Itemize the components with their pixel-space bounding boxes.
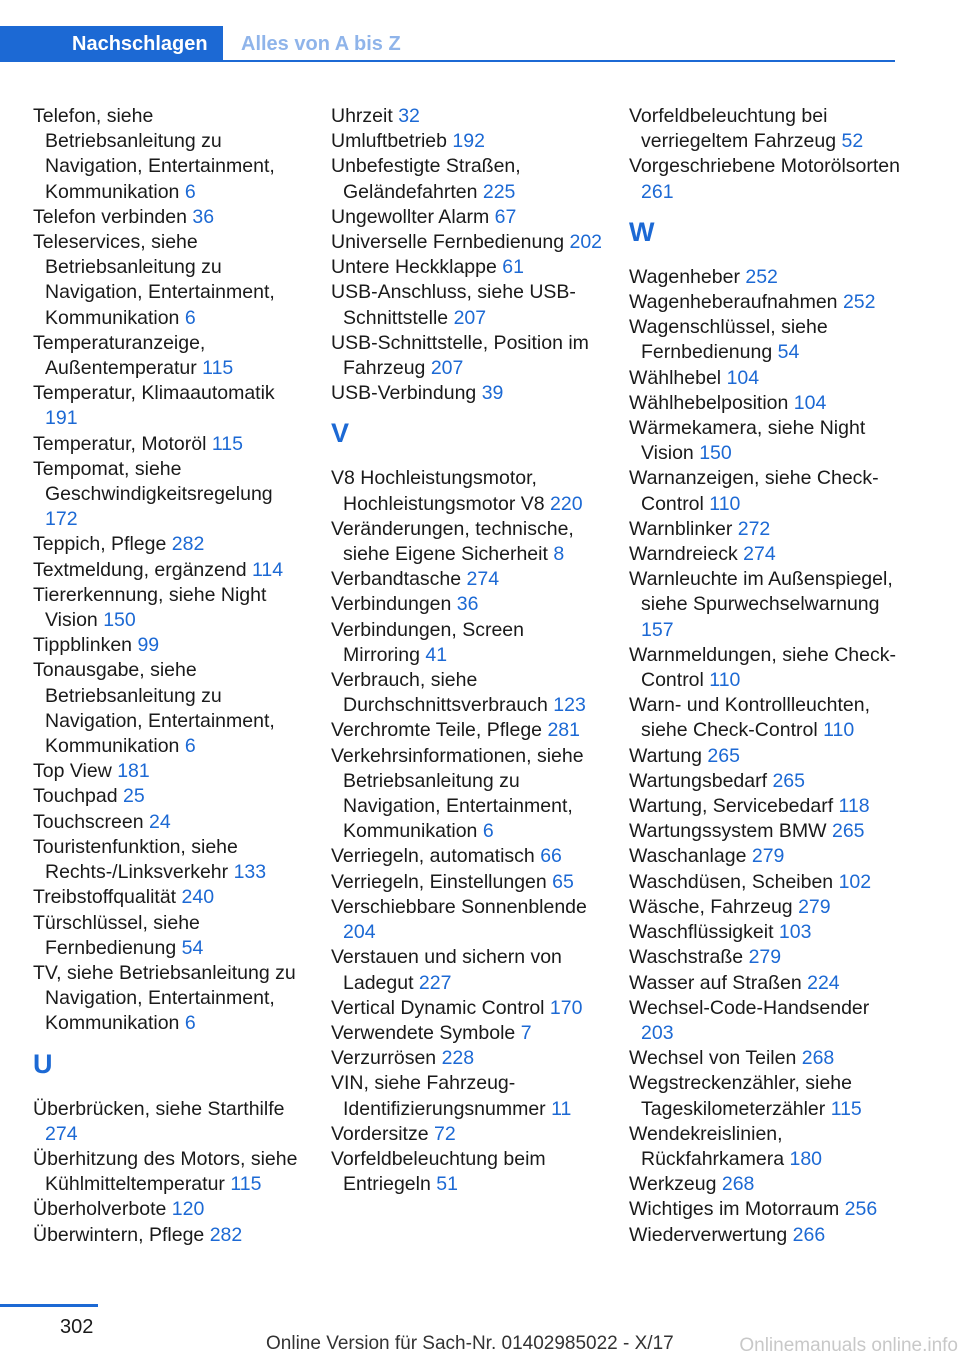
index-entry-text: Wagenschlüssel, siehe Fernbedienung: [629, 316, 828, 364]
index-entry-text: Wichtiges im Motorraum: [629, 1198, 840, 1221]
index-entry: [629, 971, 904, 996]
index-entry: [331, 718, 606, 743]
index-entry-text: Wiederverwertung: [629, 1223, 788, 1246]
index-entry: [33, 104, 308, 205]
index-entry: [629, 1046, 904, 1071]
index-page-link[interactable]: 256: [844, 1198, 878, 1221]
index-entry: [629, 391, 904, 416]
index-page-link[interactable]: 274: [466, 568, 500, 591]
index-entry-text: Wegstreckenzähler, siehe Tageskilometerzähler: [629, 1072, 852, 1120]
index-page-link[interactable]: 65: [552, 870, 574, 893]
index-entry-text: Verbindungen, Screen Mirroring: [331, 618, 524, 666]
index-page-link[interactable]: 110: [709, 669, 741, 692]
index-entry: [331, 1071, 606, 1121]
index-entry-text: Verriegeln, automatisch: [331, 845, 535, 868]
index-entry-text: Wärmekamera, siehe Night Vision: [629, 417, 866, 465]
index-page-link[interactable]: 66: [540, 845, 562, 868]
index-page-link[interactable]: 252: [745, 265, 778, 288]
index-page-link[interactable]: 180: [789, 1147, 823, 1170]
index-page-link[interactable]: 150: [699, 442, 732, 465]
index-page-link[interactable]: 6: [184, 306, 196, 329]
index-entry-text: USB-Anschluss, siehe USB-Schnittstelle: [331, 281, 576, 329]
watermark: Onlinemanuals online.info: [739, 1335, 958, 1356]
index-page-link[interactable]: 133: [233, 861, 267, 884]
index-page-link[interactable]: 6: [482, 820, 494, 843]
footer-divider: [0, 1304, 98, 1307]
index-entry-text: Wendekreislinien, Rückfahrkamera: [629, 1122, 785, 1170]
index-entry-text: Veränderungen, technische, siehe Eigene Sicherheit: [331, 517, 574, 566]
index-entry-text: Temperaturanzeige, Außentemperatur: [33, 331, 206, 380]
index-entry-text: Verchromte Teile, Pflege: [331, 719, 543, 742]
index-page-link[interactable]: 41: [425, 643, 448, 666]
index-page-link[interactable]: 61: [502, 256, 524, 279]
index-entry: [629, 416, 904, 466]
index-page-link[interactable]: 172: [45, 508, 78, 531]
index-entry: [33, 331, 308, 381]
page-number: 302: [60, 1316, 94, 1338]
index-entry-text: Warndreieck: [629, 543, 738, 566]
index-page-link[interactable]: 279: [751, 845, 785, 868]
index-letter-heading: V: [331, 418, 350, 449]
index-entry: [331, 280, 606, 330]
index-page-link[interactable]: 224: [807, 971, 840, 994]
index-page-link[interactable]: 11: [551, 1097, 572, 1120]
index-page-link[interactable]: 227: [418, 971, 452, 994]
index-entry: [33, 658, 308, 759]
index-page-link[interactable]: 51: [436, 1173, 458, 1196]
index-entry-text: Verbrauch, siehe Durchschnittsverbrauch: [331, 669, 548, 717]
index-entry: [629, 744, 904, 769]
index-page-link[interactable]: 268: [801, 1047, 835, 1070]
index-entry-text: Verschiebbare Sonnenblende: [331, 895, 587, 918]
index-entry: [629, 1172, 904, 1197]
index-entry: [629, 945, 904, 970]
index-entry-text: Wagenheberaufnahmen: [629, 291, 838, 314]
index-entry: [33, 1197, 308, 1222]
index-page-link[interactable]: 114: [251, 558, 284, 581]
index-entry: [629, 265, 904, 290]
index-entry: [629, 996, 904, 1046]
index-page-link[interactable]: 6: [184, 735, 196, 758]
index-page-link[interactable]: 6: [184, 1012, 196, 1035]
index-page-link[interactable]: 118: [838, 795, 870, 818]
index-entry-text: Wartungsbedarf: [629, 769, 768, 792]
index-entry-text: Waschflüssigkeit: [629, 921, 774, 944]
index-page-link[interactable]: 115: [830, 1097, 862, 1120]
index-entry: [331, 104, 606, 129]
index-entry: [629, 366, 904, 391]
index-entry: [331, 945, 606, 995]
index-entry: [629, 1197, 904, 1222]
index-entry: [331, 1147, 606, 1197]
index-entry: [33, 810, 308, 835]
index-page-link[interactable]: 228: [441, 1047, 475, 1070]
index-entry: [33, 784, 308, 809]
index-entry-text: USB-Verbindung: [331, 382, 477, 405]
index-entry-text: Vertical Dynamic Control: [331, 996, 545, 1019]
index-entry-text: Vorfeldbeleuchtung bei verriegeltem Fahrzeug: [629, 105, 837, 153]
index-page-link[interactable]: 192: [452, 130, 485, 153]
index-entry: [331, 744, 606, 845]
header-divider: [223, 60, 895, 62]
index-entry: [331, 895, 606, 945]
index-entry-text: Verstauen und sichern von Ladegut: [331, 946, 562, 994]
index-entry: [629, 466, 904, 516]
index-page-link[interactable]: 52: [841, 130, 864, 153]
index-entry: [33, 432, 308, 457]
index-entry: [331, 567, 606, 592]
index-page-link[interactable]: 252: [842, 291, 876, 314]
index-page-link[interactable]: 203: [641, 1021, 674, 1044]
index-page-link[interactable]: 282: [171, 533, 205, 556]
index-entry-text: Warnmeldungen, siehe Check-Control: [629, 643, 896, 692]
index-page-link[interactable]: 157: [641, 618, 674, 641]
page-header: [0, 26, 895, 62]
index-entry: [33, 457, 308, 533]
index-entry-text: Unbefestigte Straßen, Geländefahrten: [331, 155, 521, 203]
index-page-link[interactable]: 104: [726, 366, 760, 389]
index-entry-text: Waschstraße: [629, 946, 744, 969]
index-page-link[interactable]: 24: [149, 810, 171, 833]
index-entry: [33, 532, 308, 557]
index-page-link[interactable]: 207: [453, 306, 487, 329]
index-entry-text: VIN, siehe Fahrzeug-Identifizierungsnummer: [331, 1072, 546, 1120]
index-entry-text: Wechsel von Teilen: [629, 1047, 797, 1070]
index-page-link[interactable]: 191: [45, 407, 78, 430]
index-page-link[interactable]: 170: [549, 996, 583, 1019]
index-entry-text: Waschanlage: [629, 845, 747, 868]
index-page-link[interactable]: 240: [181, 886, 215, 909]
index-entry-text: Wartung: [629, 744, 702, 767]
index-entry-text: Wartung, Servicebedarf: [629, 795, 834, 818]
index-entry-text: Tempomat, siehe Geschwindigkeitsregelung: [33, 457, 273, 506]
index-entry: [331, 381, 606, 406]
index-entry-text: Überbrücken, siehe Starthilfe: [33, 1097, 285, 1120]
index-page-link[interactable]: 54: [777, 341, 800, 364]
index-entry-text: Tonausgabe, siehe Betriebsanleitung zu Navigation, Entertainment, Kommunikation: [33, 659, 275, 758]
index-page-link[interactable]: 220: [550, 492, 583, 515]
index-entry: [331, 1021, 606, 1046]
index-page-link[interactable]: 72: [433, 1122, 456, 1145]
index-page-link[interactable]: 36: [456, 593, 479, 616]
index-entry: [629, 819, 904, 844]
index-entry-text: Wählhebelposition: [629, 391, 789, 414]
index-entry-text: Überhitzung des Motors, siehe Kühlmitteltemperatur: [33, 1147, 298, 1196]
index-entry: [629, 794, 904, 819]
index-entry: [629, 1071, 904, 1121]
index-entry: [629, 1223, 904, 1248]
index-entry-text: Verzurrösen: [331, 1047, 437, 1070]
index-page-link[interactable]: 115: [211, 432, 243, 455]
index-entry-text: Umluftbetrieb: [331, 130, 447, 153]
index-page-link[interactable]: 115: [230, 1173, 262, 1196]
index-entry: [331, 618, 606, 668]
index-entry: [629, 315, 904, 365]
index-page-link[interactable]: 274: [45, 1122, 78, 1145]
index-entry-text: TV, siehe Betriebsanleitung zu Navigation, Entertainment, Kommunikation: [33, 961, 296, 1035]
index-entry: [629, 542, 904, 567]
index-page-link[interactable]: 36: [192, 205, 215, 228]
index-entry-text: Uhrzeit: [331, 105, 393, 127]
index-page-link[interactable]: 265: [707, 744, 740, 767]
index-page-link[interactable]: 102: [838, 870, 872, 893]
index-column-2: [331, 104, 606, 1197]
index-page-link[interactable]: 265: [772, 769, 805, 792]
index-entry: [629, 870, 904, 895]
index-page-link[interactable]: 110: [709, 492, 741, 515]
index-page-link[interactable]: 25: [123, 785, 145, 808]
index-letter-heading: W: [629, 216, 655, 247]
index-entry-text: Tiererkennung, siehe Night Vision: [33, 583, 267, 632]
index-page-link[interactable]: 120: [171, 1198, 205, 1221]
index-entry: [629, 643, 904, 693]
index-entry: [331, 668, 606, 718]
index-page-link[interactable]: 6: [184, 180, 196, 203]
index-entry-text: Waschdüsen, Scheiben: [629, 870, 834, 893]
index-entry-text: Wäsche, Fahrzeug: [629, 895, 793, 918]
index-entry: [629, 769, 904, 794]
index-page-link[interactable]: 225: [482, 180, 516, 203]
index-entry: [331, 1046, 606, 1071]
index-entry-text: Touristenfunktion, siehe Rechts-/Linksverkehr: [33, 835, 238, 884]
index-entry: [331, 996, 606, 1021]
index-page-link[interactable]: 261: [641, 180, 674, 203]
index-entry: [331, 592, 606, 617]
tab-nachschlagen[interactable]: Nachschlagen: [0, 26, 223, 62]
index-entry-text: Verbandtasche: [331, 568, 462, 591]
index-page-link[interactable]: 279: [798, 895, 831, 918]
index-entry: [629, 920, 904, 945]
index-entry: [33, 633, 308, 658]
index-entry: [629, 1122, 904, 1172]
index-entry-text: Universelle Fernbedienung: [331, 231, 565, 254]
index-entry-text: Telefon verbinden: [33, 205, 187, 228]
index-entry: [629, 844, 904, 869]
index-entry: [629, 154, 904, 204]
index-page-link[interactable]: 123: [553, 694, 586, 717]
index-page-link[interactable]: 279: [748, 946, 782, 969]
index-entry: [331, 1122, 606, 1147]
index-page-link[interactable]: 282: [209, 1223, 243, 1246]
index-entry: [33, 381, 308, 431]
index-page-link[interactable]: 7: [520, 1021, 532, 1044]
index-page-link[interactable]: 99: [137, 634, 160, 657]
tab-alles-von-a-bis-z[interactable]: Alles von A bis Z: [241, 33, 401, 55]
index-entry-text: Touchscreen: [33, 810, 144, 833]
index-entry: [33, 961, 308, 1037]
index-entry: [33, 558, 308, 583]
index-entry-text: Verkehrsinformationen, siehe Betriebsanleitung zu Navigation, Entertainment, Kommunikation: [331, 744, 584, 843]
index-entry: [629, 517, 904, 542]
index-entry: [33, 205, 308, 230]
index-entry-text: Wählhebel: [629, 366, 722, 389]
index-letter-heading: U: [33, 1048, 53, 1079]
index-entry-text: Teleservices, siehe Betriebsanleitung zu Navigation, Entertainment, Kommunikation: [33, 231, 275, 329]
index-entry-text: Überholverbote: [33, 1198, 167, 1221]
index-entry: [33, 1097, 308, 1147]
index-entry-text: Tippblinken: [33, 634, 133, 657]
index-entry-text: Wasser auf Straßen: [629, 971, 802, 994]
index-page-link[interactable]: 202: [569, 231, 603, 254]
index-entry-text: Warnblinker: [629, 517, 733, 540]
index-entry: [331, 517, 606, 567]
index-page-link[interactable]: 103: [778, 921, 812, 944]
index-page-link[interactable]: 207: [430, 357, 464, 380]
index-entry: [331, 154, 606, 204]
index-page-link[interactable]: 32: [398, 105, 420, 127]
index-page-link[interactable]: 150: [103, 609, 136, 632]
index-entry-text: Treibstoffqualität: [33, 886, 177, 909]
index-entry-text: Temperatur, Klimaautomatik: [33, 382, 275, 405]
index-entry-text: Warnleuchte im Außenspiegel, siehe Spurwechselwarnung: [629, 568, 893, 616]
index-entry: [629, 895, 904, 920]
index-entry-text: Telefon, siehe Betriebsanleitung zu Navigation, Entertainment, Kommunikation: [33, 105, 275, 203]
index-entry-text: Ungewollter Alarm: [331, 205, 490, 228]
index-entry-text: USB-Schnittstelle, Position im Fahrzeug: [331, 331, 589, 380]
index-page-link[interactable]: 104: [793, 391, 827, 414]
index-entry: [629, 693, 904, 743]
index-column-3: [629, 104, 904, 1248]
index-entry-text: Verwendete Symbole: [331, 1021, 516, 1044]
index-entry: [331, 129, 606, 154]
index-entry: [33, 583, 308, 633]
index-page-link[interactable]: 204: [343, 921, 376, 944]
index-page-link[interactable]: 274: [743, 543, 776, 566]
index-page-link[interactable]: 266: [792, 1223, 826, 1246]
index-entry: [331, 844, 606, 869]
index-entry-text: Vordersitze: [331, 1122, 429, 1145]
index-page-link[interactable]: 265: [831, 820, 865, 843]
index-page-link[interactable]: 110: [823, 719, 855, 742]
index-page-link[interactable]: 268: [721, 1173, 755, 1196]
index-entry-text: Warnanzeigen, siehe Check-Control: [629, 467, 879, 515]
index-page-link[interactable]: 54: [181, 936, 204, 959]
index-entry: [331, 331, 606, 381]
index-entry-text: Verriegeln, Einstellungen: [331, 870, 547, 893]
index-column-1: [33, 104, 308, 1248]
index-page-link[interactable]: 8: [553, 543, 565, 566]
index-entry: [331, 466, 606, 516]
index-entry: [33, 911, 308, 961]
index-page-link[interactable]: 39: [481, 382, 504, 405]
index-page-link[interactable]: 181: [117, 760, 150, 783]
index-entry: [33, 885, 308, 910]
index-entry-text: Temperatur, Motoröl: [33, 432, 207, 455]
index-entry: [629, 104, 904, 154]
index-page-link[interactable]: 272: [737, 517, 771, 540]
index-entry-text: Verbindungen: [331, 593, 452, 616]
index-entry-text: Wagenheber: [629, 265, 740, 288]
index-entry-text: Top View: [33, 760, 112, 783]
index-entry-text: Textmeldung, ergänzend: [33, 558, 247, 581]
index-entry: [331, 205, 606, 230]
index-page-link[interactable]: 67: [494, 205, 517, 228]
index-entry: [33, 1223, 308, 1248]
index-entry: [629, 290, 904, 315]
index-entry: [331, 255, 606, 280]
index-entry-text: Wechsel-Code-Handsender: [629, 996, 870, 1019]
index-entry: [331, 870, 606, 895]
index-entry-text: Türschlüssel, siehe Fernbedienung: [33, 911, 200, 959]
index-entry-text: Warn- und Kontrollleuchten, siehe Check-Control: [629, 694, 870, 742]
index-entry: [629, 567, 904, 643]
index-page-link[interactable]: 115: [202, 357, 234, 380]
index-entry-text: V8 Hochleistungsmotor, Hochleistungsmotor V8: [331, 467, 545, 515]
index-entry-text: Vorgeschriebene Motorölsorten: [629, 155, 900, 178]
index-entry-text: Teppich, Pflege: [33, 533, 167, 556]
index-page-link[interactable]: 281: [547, 719, 580, 742]
index-entry-text: Untere Heckklappe: [331, 256, 497, 279]
index-entry: [331, 230, 606, 255]
index-entry: [33, 230, 308, 331]
index-entry: [33, 1147, 308, 1197]
index-entry-text: Überwintern, Pflege: [33, 1223, 205, 1246]
index-entry: [33, 759, 308, 784]
online-version-note: Online Version für Sach-Nr. 01402985022 - X/17: [266, 1333, 674, 1354]
index-entry: [33, 835, 308, 885]
index-entry-text: Vorfeldbeleuchtung beim Entriegeln: [331, 1147, 546, 1196]
index-entry-text: Touchpad: [33, 785, 118, 808]
index-entry-text: Wartungssystem BMW: [629, 820, 827, 843]
index-entry-text: Werkzeug: [629, 1173, 717, 1196]
